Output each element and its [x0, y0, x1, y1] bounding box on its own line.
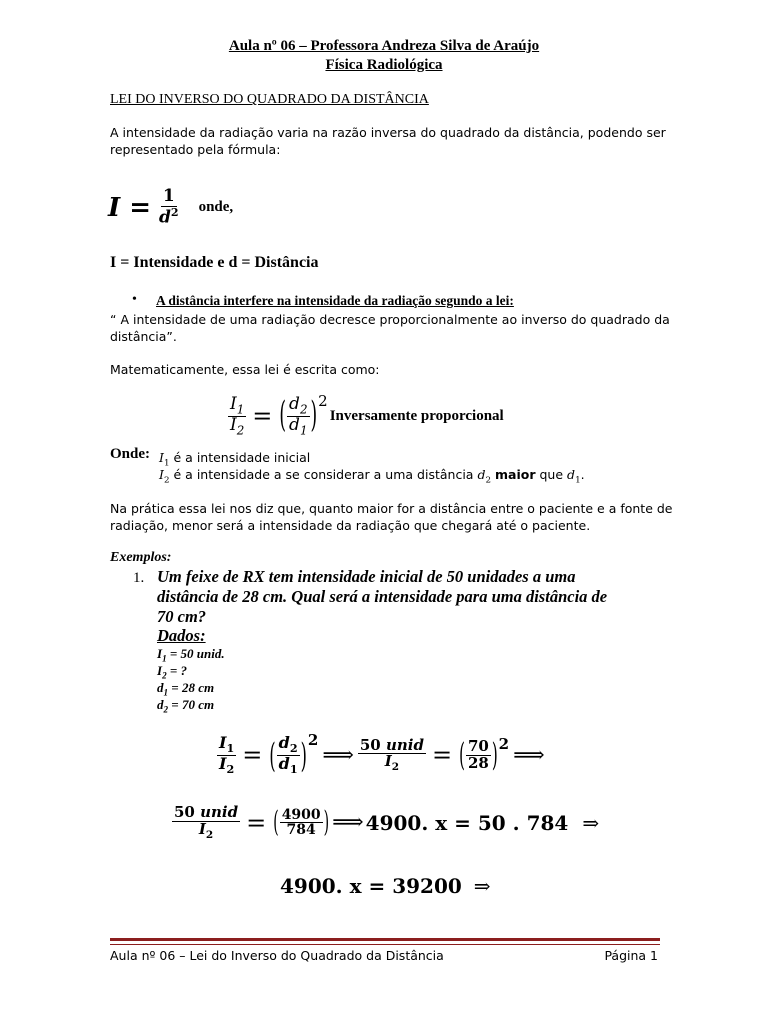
quote-line-1: “ A intensidade de uma radiação decresce proporcionalmente ao inverso do quadrado da	[110, 312, 670, 327]
footer-rule-thin	[110, 944, 660, 945]
onde-label: Onde:	[110, 446, 151, 462]
example-number: 1.	[133, 570, 145, 586]
law-rhs: ( $\frac{d_2}{d_1}$ ) 2	[279, 392, 328, 438]
law-exponent: 2	[318, 392, 328, 410]
definition-text: I = Intensidade e d = Distância	[110, 254, 319, 271]
formula-exponent: 2	[170, 205, 179, 219]
formula-lhs: I =	[108, 192, 151, 223]
practice-line-2: radiação, menor será a intensidade da radiação que chegará até o paciente.	[110, 518, 591, 533]
quote-line-2: distância”.	[110, 329, 177, 344]
footer-left: Aula nº 06 – Lei do Inverso do Quadrado da Distância	[110, 948, 444, 963]
onde-line-1: $I_1$ é a intensidade inicial	[159, 450, 311, 469]
law-d1-sub: 1	[299, 423, 308, 438]
law-d2: d	[289, 394, 300, 414]
document-subtitle: Física Radiológica	[325, 57, 443, 73]
dados-title: Dados:	[157, 626, 206, 645]
dados-d2: $d_2 = 70$ cm	[157, 697, 215, 715]
formula-numerator: 1	[162, 186, 175, 206]
law-formula	[228, 392, 504, 438]
law-i1: I	[230, 394, 237, 414]
bullet-dot: •	[132, 292, 137, 307]
bullet-text: A distância interfere na intensidade da radiação segundo a lei:	[156, 293, 514, 308]
calc-line-3: 4900. x = 39200 ⇒	[280, 874, 491, 898]
dados-i1: $I_1 = 50$ unid.	[157, 646, 225, 664]
example-question-2: distância de 28 cm. Qual será a intensidade para uma distância de	[157, 587, 608, 606]
dados-i2: $I_2$ = ?	[157, 663, 188, 681]
dados-d1: $d_1 = 28$ cm	[157, 680, 215, 698]
formula-fraction	[157, 188, 181, 227]
math-intro: Matematicamente, essa lei é escrita como:	[110, 362, 380, 377]
document-title: Aula nº 06 – Professora Andreza Silva de Araújo	[228, 38, 540, 54]
footer-rule-thick	[110, 938, 660, 941]
examples-title: Exemplos:	[110, 550, 172, 565]
law-i2-sub: 2	[236, 423, 245, 438]
law-label: Inversamente proporcional	[329, 407, 504, 424]
law-d1: d	[289, 414, 300, 435]
formula-onde: onde,	[198, 199, 234, 216]
example-question-1: Um feixe de RX tem intensidade inicial de 50 unidades a uma	[157, 567, 576, 586]
practice-line-1: Na prática essa lei nos diz que, quanto maior for a distância entre o paciente e a fonte de	[110, 501, 673, 516]
law-equals: =	[252, 402, 273, 431]
section-title: LEI DO INVERSO DO QUADRADO DA DISTÂNCIA	[110, 92, 429, 107]
intro-line-2: representado pela fórmula:	[110, 142, 281, 157]
intro-line-1: A intensidade da radiação varia na razão inversa do quadrado da distância, podendo ser	[110, 125, 666, 140]
law-d2-sub: 2	[299, 402, 308, 417]
onde-line-2: $I_2$ é a intensidade a se considerar a uma distância $d_2$ maior que $d_1$.	[159, 467, 585, 486]
formula-inverse-square	[108, 188, 233, 227]
page-number: Página 1	[604, 948, 658, 963]
law-lhs-fraction	[228, 396, 246, 437]
calc-line-1: $\frac{I_1}{I_2}$ = ( $\frac{d_2}{d_1}$ ) 2 ⟹ $\frac{\text{50 unid}}{I_2}$ = ( $\frac{70}{28}$ ) 2 ⟹	[219, 731, 545, 777]
law-i2: I	[230, 414, 237, 435]
formula-denominator: d	[159, 207, 171, 228]
law-i1-sub: 1	[236, 402, 245, 417]
calc-line-2: $\frac{\text{50 unid}}{I_2}$ = ( $\frac{4900}{784}$ ) ⟹ 4900. x = 50 . 784 ⇒	[174, 803, 600, 841]
example-question-3: 70 cm?	[157, 607, 207, 626]
